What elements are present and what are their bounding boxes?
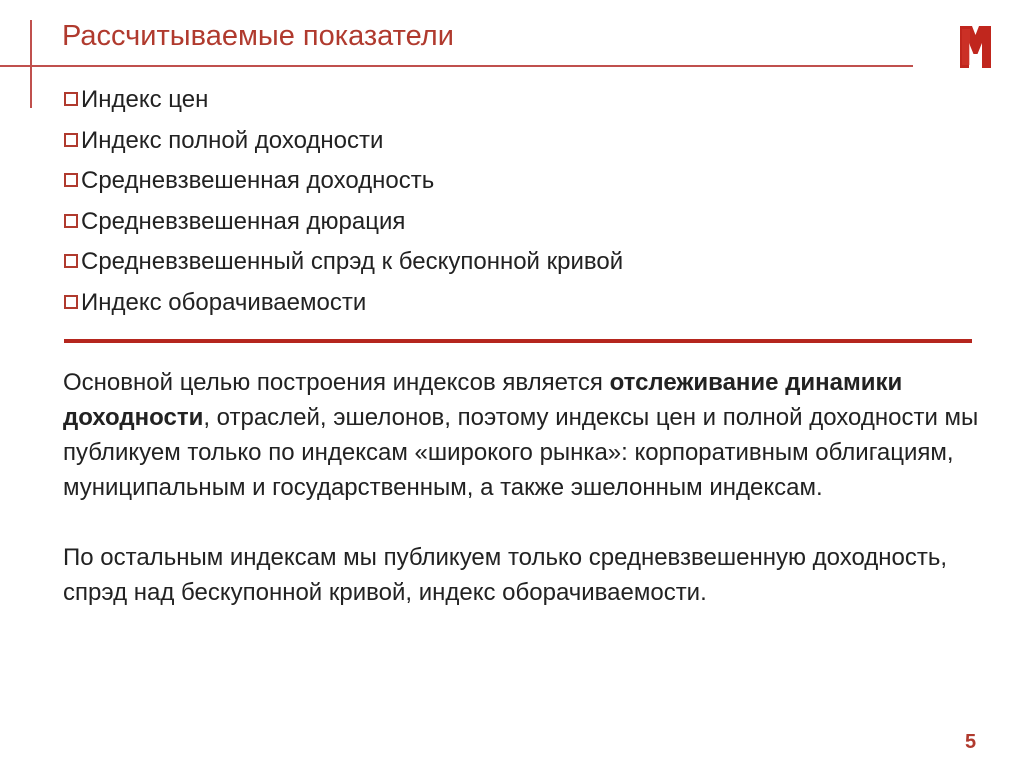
list-item bbox=[64, 283, 623, 324]
list-item bbox=[64, 161, 623, 202]
list-item-label: Индекс цен bbox=[81, 86, 209, 114]
list-item bbox=[64, 121, 623, 162]
body-paragraph-1 bbox=[63, 365, 993, 505]
hollow-square-icon bbox=[64, 92, 78, 106]
list-item bbox=[64, 242, 623, 283]
indicators-list bbox=[64, 80, 623, 323]
hollow-square-icon bbox=[64, 214, 78, 228]
hollow-square-icon bbox=[64, 254, 78, 268]
list-item-label: Средневзвешенный спрэд к бескупонной кривой bbox=[81, 248, 624, 276]
list-item-label: Средневзвешенная дюрация bbox=[81, 207, 406, 235]
list-item-label: Индекс оборачиваемости bbox=[81, 288, 367, 316]
list-item-label: Средневзвешенная доходность bbox=[81, 167, 435, 195]
paragraph-emphasis: отслеживание динамики доходности bbox=[63, 369, 903, 431]
title-underline bbox=[0, 65, 913, 67]
page-number: 5 bbox=[965, 731, 977, 753]
slide-title: Рассчитываемые показатели bbox=[62, 20, 454, 52]
body-paragraph-2: По остальным индексам мы публикуем только средневзвешенную доходность, спрэд над бескупонной кривой, индекс оборачиваемости. bbox=[63, 544, 948, 606]
list-item-label: Индекс полной доходности bbox=[81, 126, 384, 154]
hollow-square-icon bbox=[64, 295, 78, 309]
hollow-square-icon bbox=[64, 133, 78, 147]
hollow-square-icon bbox=[64, 173, 78, 187]
m-logo-icon bbox=[960, 26, 991, 68]
paragraph-intro: Основной целью построения индексов является bbox=[63, 369, 610, 396]
list-item bbox=[64, 202, 623, 243]
section-divider bbox=[64, 339, 972, 343]
paragraph-rest: , отраслей, эшелонов, поэтому индексы цен и полной доходности мы публикуем только по индексам «широкого рынка»: корпоративным облигациям, муниципальным и государственным, а также эшелонным индексам. bbox=[63, 404, 979, 501]
list-item bbox=[64, 80, 623, 121]
title-vertical-rule bbox=[30, 20, 32, 108]
